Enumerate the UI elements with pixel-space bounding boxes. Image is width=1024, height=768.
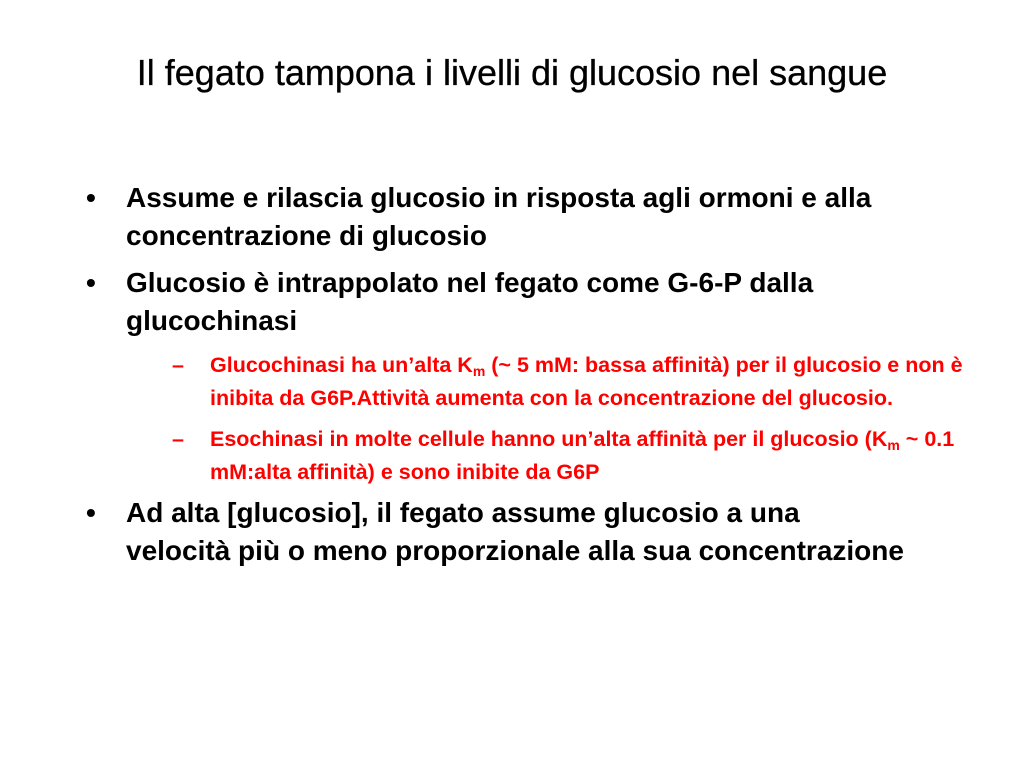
dash-icon: –: [172, 353, 184, 377]
bullet-text: Ad alta [glucosio], il fegato assume glucosio a una velocità più o meno proporzionale alla sua concentrazione: [126, 497, 904, 566]
bullet-icon: •: [86, 182, 96, 213]
bullet-item: [86, 264, 906, 340]
dash-icon: –: [172, 427, 184, 451]
slide-title: Il fegato tampona i livelli di glucosio nel sangue: [136, 52, 888, 93]
sub-bullet-text-start: Esochinasi in molte cellule hanno un’alta affinità per il glucosio (K: [210, 427, 888, 451]
sub-bullet-text-end: (~ 5 mM: bassa affinità) per il glucosio e non è inibita da G6P.Attività aumenta con la concentrazione del glucosio.: [210, 353, 963, 410]
bullet-icon: •: [86, 267, 96, 298]
slide-body: [86, 179, 963, 570]
sub-bullet-item: [172, 423, 970, 488]
sub-bullet-text: [210, 427, 954, 484]
sub-bullet-text-end: ~ 0.1 mM:alta affinità) e sono inibite da G6P: [210, 427, 955, 484]
bullet-text: Glucosio è intrappolato nel fegato come G-6-P dalla glucochinasi: [126, 267, 814, 336]
sub-bullet-item: [172, 349, 980, 414]
bullet-icon: •: [86, 497, 96, 528]
bullet-text: Assume e rilascia glucosio in risposta agli ormoni e alla concentrazione di glucosio: [126, 182, 872, 251]
subscript-m: m: [472, 363, 486, 379]
subscript-m: m: [887, 437, 900, 453]
bullet-item: [86, 494, 906, 570]
sub-bullet-text: [210, 353, 963, 410]
bullet-item: [86, 179, 886, 255]
sub-bullet-text-start: Glucochinasi ha un’alta K: [210, 353, 473, 377]
